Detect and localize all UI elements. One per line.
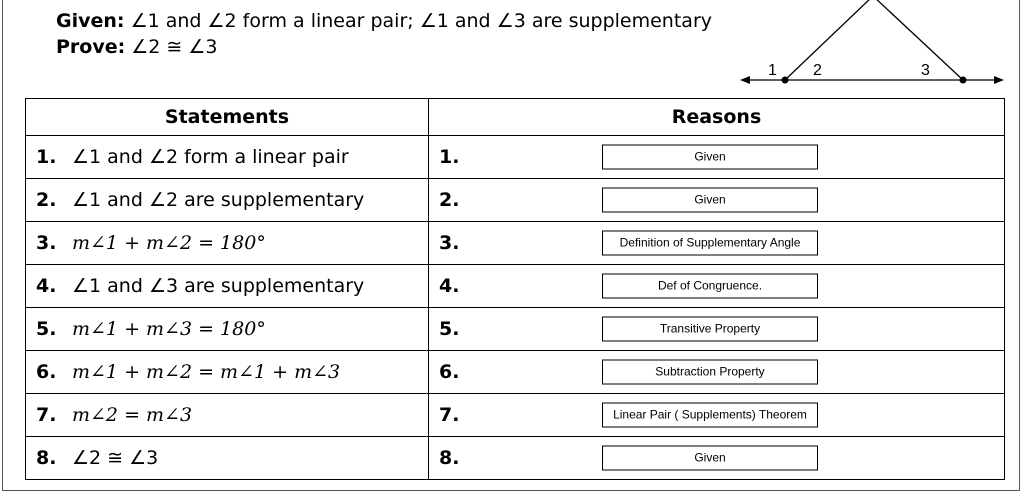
statement-text: m∠2 = m∠3	[72, 404, 193, 426]
prove-label: Prove:	[56, 36, 126, 58]
proof-table	[25, 98, 1005, 480]
statement-cell	[26, 265, 429, 308]
statement-number: 8.	[36, 447, 57, 469]
reason-answer-box[interactable]: Given	[602, 188, 818, 213]
statement-cell	[26, 394, 429, 437]
statement-cell	[26, 308, 429, 351]
reason-number: 7.	[439, 404, 460, 426]
given-label: Given:	[56, 10, 125, 32]
statement-number: 1.	[36, 146, 57, 168]
statement-cell	[26, 351, 429, 394]
reason-answer-box[interactable]: Linear Pair ( Supplements) Theorem	[602, 403, 818, 428]
given-text: ∠1 and ∠2 form a linear pair; ∠1 and ∠3 are supplementary	[130, 10, 713, 32]
reason-answer-box[interactable]: Transitive Property	[602, 317, 818, 342]
reason-number: 1.	[439, 146, 460, 168]
reason-cell	[429, 136, 1005, 179]
reason-cell	[429, 222, 1005, 265]
reason-answer-box[interactable]: Given	[602, 446, 818, 471]
reason-answer-box[interactable]: Given	[602, 145, 818, 170]
table-row	[26, 394, 1005, 437]
reason-number: 6.	[439, 361, 460, 383]
angle-label-1: 1	[768, 62, 777, 79]
reason-number: 8.	[439, 447, 460, 469]
right-arrowhead	[994, 76, 1004, 84]
statement-text: m∠1 + m∠2 = 180°	[72, 232, 266, 254]
reason-cell	[429, 179, 1005, 222]
prove-text: ∠2 ≅ ∠3	[131, 36, 218, 58]
statement-text: m∠1 + m∠3 = 180°	[72, 318, 266, 340]
statement-cell	[26, 179, 429, 222]
statement-number: 2.	[36, 189, 57, 211]
prove-line	[56, 34, 712, 60]
statement-cell	[26, 437, 429, 480]
proof-header	[56, 8, 712, 60]
statements-header: Statements	[26, 99, 429, 136]
table-row	[26, 179, 1005, 222]
table-row	[26, 351, 1005, 394]
triangle-right-side	[873, 0, 963, 80]
triangle-left-side	[785, 0, 873, 80]
reason-number: 2.	[439, 189, 460, 211]
left-arrowhead	[740, 76, 750, 84]
statement-text: ∠1 and ∠2 are supplementary	[72, 189, 365, 211]
reason-answer-box[interactable]: Subtraction Property	[602, 360, 818, 385]
statement-number: 7.	[36, 404, 57, 426]
reason-cell	[429, 308, 1005, 351]
left-vertex-point	[782, 77, 789, 84]
right-vertex-point	[960, 77, 967, 84]
reason-number: 4.	[439, 275, 460, 297]
reason-answer-box[interactable]: Definition of Supplementary Angle	[602, 231, 818, 256]
statement-cell	[26, 136, 429, 179]
statement-text: ∠2 ≅ ∠3	[72, 447, 159, 469]
statement-number: 5.	[36, 318, 57, 340]
statement-number: 6.	[36, 361, 57, 383]
table-row	[26, 437, 1005, 480]
angle-label-2: 2	[813, 62, 822, 79]
table-row	[26, 308, 1005, 351]
reason-cell	[429, 351, 1005, 394]
reason-cell	[429, 437, 1005, 480]
statement-cell	[26, 222, 429, 265]
reason-number: 3.	[439, 232, 460, 254]
statement-text: ∠1 and ∠2 form a linear pair	[72, 146, 349, 168]
table-row	[26, 222, 1005, 265]
statement-text: ∠1 and ∠3 are supplementary	[72, 275, 365, 297]
reason-cell	[429, 394, 1005, 437]
statement-number: 4.	[36, 275, 57, 297]
table-row	[26, 265, 1005, 308]
angle-label-3: 3	[921, 62, 930, 79]
statement-text: m∠1 + m∠2 = m∠1 + m∠3	[72, 361, 341, 383]
reason-cell	[429, 265, 1005, 308]
angle-diagram	[735, 0, 1007, 90]
reason-answer-box[interactable]: Def of Congruence.	[602, 274, 818, 299]
statement-number: 3.	[36, 232, 57, 254]
reason-number: 5.	[439, 318, 460, 340]
table-header-row	[26, 99, 1005, 136]
reasons-header: Reasons	[429, 99, 1005, 136]
given-line	[56, 8, 712, 34]
table-row	[26, 136, 1005, 179]
